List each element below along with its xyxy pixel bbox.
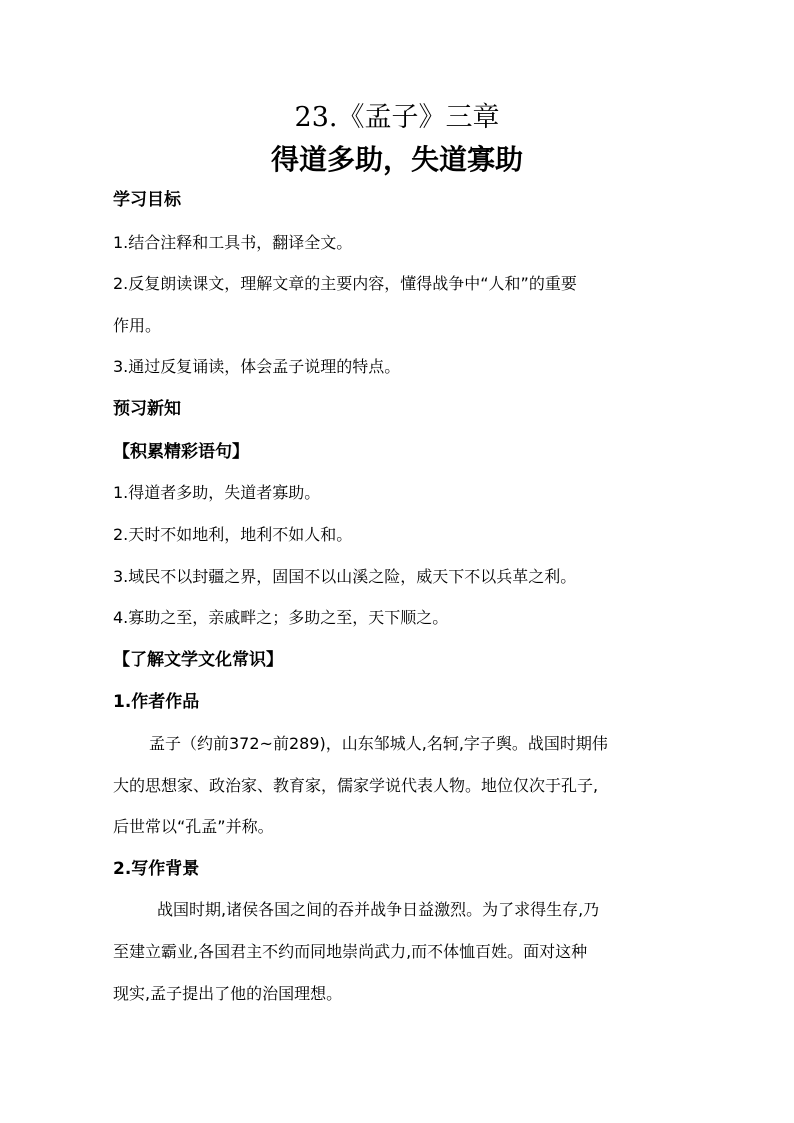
goals-heading: 学习目标 [113, 190, 181, 210]
background-line-2: 至建立霸业,各国君主不约而同地崇尚武力,而不体恤百姓。面对这种 [113, 942, 588, 961]
background-heading: 2.写作背景 [113, 859, 200, 879]
sentence-2: 2.天时不如地利，地利不如人和。 [113, 525, 353, 544]
article-title: 得道多助，失道寡助 [270, 143, 523, 176]
background-line-1: 战国时期,诸侯各国之间的吞并战争日益激烈。为了求得生存,乃 [157, 900, 600, 919]
background-line-3: 现实,孟子提出了他的治国理想。 [113, 984, 343, 1003]
goal-item-3: 3.通过反复诵读，体会孟子说理的特点。 [113, 357, 401, 376]
goal-item-2: 2.反复朗读课文，理解文章的主要内容，懂得战争中“人和”的重要 [113, 274, 577, 293]
sentence-4: 4.寡助之至，亲戚畔之；多助之至，天下顺之。 [113, 608, 449, 627]
author-line-2: 大的思想家、政治家、教育家，儒家学说代表人物。地位仅次于孔子, [113, 776, 599, 795]
author-heading: 1.作者作品 [113, 692, 200, 712]
preview-heading: 预习新知 [113, 399, 181, 419]
sentence-3: 3.域民不以封疆之界，固国不以山溪之险，威天下不以兵革之利。 [113, 567, 577, 586]
chapter-title: 23.《孟子》三章 [294, 102, 500, 133]
accumulate-heading: 【积累精彩语句】 [113, 442, 249, 462]
culture-heading: 【了解文学文化常识】 [113, 650, 283, 670]
goal-item-2-cont: 作用。 [113, 316, 162, 335]
author-line-3: 后世常以“孔孟”并称。 [113, 817, 274, 836]
author-line-1: 孟子（约前372~前289)，山东邹城人,名轲,字子舆。战国时期伟 [149, 734, 608, 753]
sentence-1: 1.得道者多助，失道者寡助。 [113, 483, 321, 502]
goal-item-1: 1.结合注释和工具书，翻译全文。 [113, 233, 353, 252]
